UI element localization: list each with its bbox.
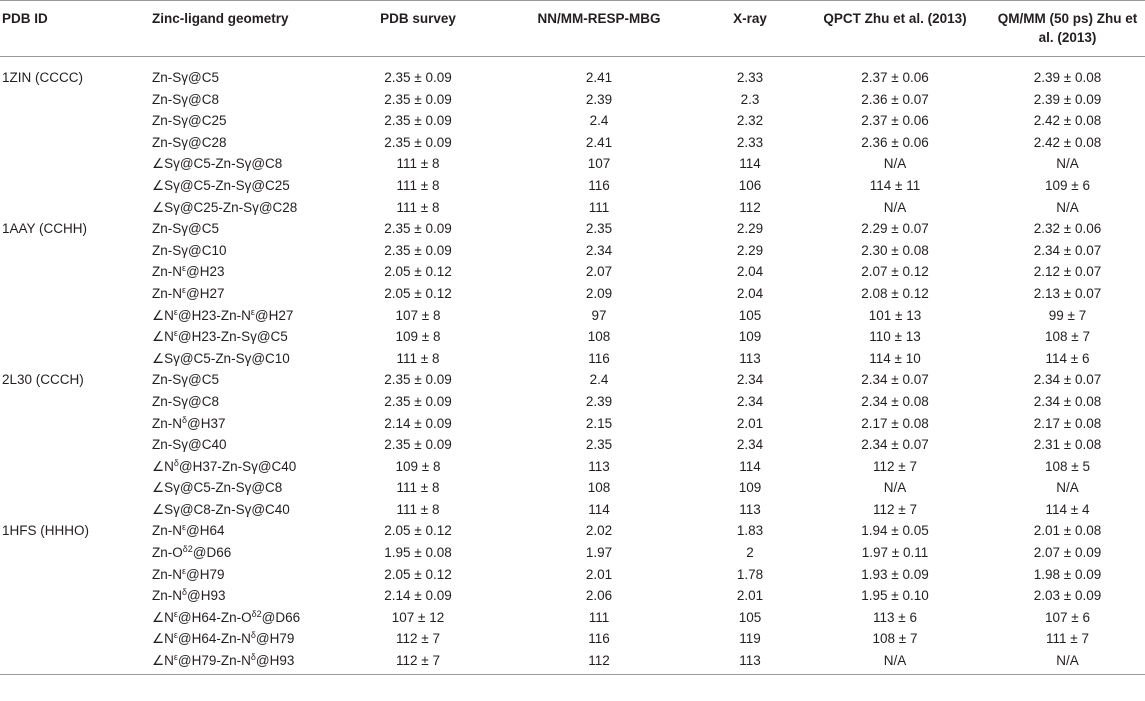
header-x-ray: X-ray (700, 1, 800, 57)
table-row (0, 369, 1145, 391)
table-row (0, 391, 1145, 413)
cell-nn-mm-resp-mbg: 113 (588, 458, 610, 474)
cell-nn-mm-resp-mbg: 108 (587, 480, 611, 496)
table-row (0, 218, 1145, 240)
cell-pdb-id (0, 499, 148, 521)
cell-pdb-id (0, 434, 148, 456)
cell-qpct: 1.97 ± 0.11 (861, 545, 929, 561)
cell-pdb-id (0, 564, 148, 586)
cell-x-ray: 113 (739, 350, 761, 366)
cell-pdb-id (0, 305, 148, 327)
cell-pdb-survey: 2.35 ± 0.09 (384, 91, 452, 107)
cell-pdb-survey: 2.14 ± 0.09 (384, 588, 452, 604)
cell-x-ray: 2.04 (736, 264, 764, 280)
cell-pdb-id (0, 585, 148, 607)
cell-qpct: 114 ± 11 (869, 177, 921, 193)
cell-pdb-survey: 111 ± 8 (396, 156, 440, 172)
cell-zinc-ligand-geometry: $\angle N^\varepsilon@H79-Zn-N^\delta@H93$ (148, 650, 338, 674)
cell-qpct: 114 ± 10 (869, 350, 921, 366)
cell-pdb-survey: 109 ± 8 (395, 458, 441, 474)
cell-qm-mm: N/A (990, 650, 1145, 674)
cell-x-ray: 2 (746, 545, 754, 561)
cell-x-ray: 105 (738, 609, 762, 625)
cell-qpct: 113 ± 6 (873, 609, 917, 625)
cell-nn-mm-resp-mbg: 116 (588, 631, 610, 647)
table-row (0, 456, 1145, 478)
cell-qm-mm: 2.12 ± 0.07 (1033, 264, 1102, 280)
table-row (0, 607, 1145, 629)
cell-qm-mm: 2.32 ± 0.06 (1033, 221, 1102, 237)
header-pdb-survey: PDB survey (338, 1, 498, 57)
cell-pdb-survey: 2.05 ± 0.12 (384, 566, 452, 582)
table-row (0, 175, 1145, 197)
cell-pdb-survey: 2.35 ± 0.09 (384, 372, 452, 388)
cell-pdb-survey: 2.35 ± 0.09 (384, 221, 452, 237)
cell-pdb-survey: 2.35 ± 0.09 (384, 134, 452, 150)
header-zinc-ligand-geometry: Zinc-ligand geometry (148, 1, 338, 57)
cell-qm-mm: 2.42 ± 0.08 (1033, 113, 1102, 129)
cell-nn-mm-resp-mbg: 2.35 (585, 437, 613, 453)
cell-qm-mm: 109 ± 6 (1045, 177, 1090, 193)
cell-zinc-ligand-geometry: $Zn-N^\delta@H93$ (152, 587, 226, 604)
cell-x-ray: 1.78 (736, 566, 764, 582)
cell-qpct: 110 ± 13 (869, 329, 921, 345)
cell-pdb-id (0, 628, 148, 650)
cell-pdb-survey: 107 ± 8 (395, 307, 441, 323)
cell-qm-mm: 2.01 ± 0.08 (1033, 523, 1102, 539)
cell-x-ray: 109 (738, 480, 762, 496)
cell-zinc-ligand-geometry: ∠Sγ@C5-Zn-Sγ@C25 (152, 177, 290, 193)
cell-qpct: 1.93 ± 0.09 (861, 566, 929, 582)
cell-qm-mm: 114 ± 4 (1045, 501, 1090, 517)
table-row (0, 132, 1145, 154)
cell-qpct: 2.37 ± 0.06 (861, 70, 929, 85)
cell-x-ray: 2.34 (736, 393, 764, 409)
cell-zinc-ligand-geometry: $Zn-N^\varepsilon@H23$ (152, 263, 225, 280)
cell-pdb-id (0, 326, 148, 348)
cell-zinc-ligand-geometry: Zn-Sγ@C5 (152, 372, 219, 388)
cell-qm-mm: N/A (1056, 480, 1079, 496)
cell-pdb-survey: 109 ± 8 (395, 329, 441, 345)
cell-pdb-survey: 2.35 ± 0.09 (384, 437, 452, 453)
header-qpct: QPCT Zhu et al. (2013) (800, 1, 990, 57)
header-pdb-id: PDB ID (0, 1, 148, 57)
cell-zinc-ligand-geometry: ∠Sγ@C5-Zn-Sγ@C8 (152, 156, 283, 172)
cell-qm-mm: 2.13 ± 0.07 (1033, 285, 1102, 301)
table-row (0, 650, 1145, 674)
cell-pdb-id (0, 89, 148, 111)
cell-pdb-survey: 2.05 ± 0.12 (384, 285, 452, 301)
cell-qm-mm: 2.42 ± 0.08 (1033, 134, 1102, 150)
cell-zinc-ligand-geometry: $Zn-N^\varepsilon@H79$ (152, 565, 225, 582)
cell-qm-mm: N/A (1056, 199, 1079, 215)
cell-nn-mm-resp-mbg: 2.15 (585, 415, 613, 431)
cell-pdb-id (0, 607, 148, 629)
cell-qpct: 2.30 ± 0.08 (861, 242, 929, 258)
cell-qm-mm: 2.07 ± 0.09 (1033, 545, 1102, 561)
table-row (0, 283, 1145, 305)
cell-qm-mm: 2.31 ± 0.08 (1033, 437, 1102, 453)
cell-zinc-ligand-geometry: ∠Sγ@C5-Zn-Sγ@C10 (152, 350, 290, 366)
cell-qpct: 2.08 ± 0.12 (861, 285, 929, 301)
cell-zinc-ligand-geometry: ∠Sγ@C5-Zn-Sγ@C8 (152, 480, 283, 496)
cell-x-ray: 2.34 (736, 437, 764, 453)
cell-pdb-id (0, 175, 148, 197)
cell-nn-mm-resp-mbg: 1.97 (585, 545, 613, 561)
cell-nn-mm-resp-mbg: 108 (587, 329, 611, 345)
cell-qm-mm: 107 ± 6 (1045, 609, 1090, 625)
table-row (0, 499, 1145, 521)
cell-pdb-survey: 2.05 ± 0.12 (384, 264, 452, 280)
cell-x-ray: 109 (738, 329, 762, 345)
cell-nn-mm-resp-mbg: 2.41 (585, 134, 613, 150)
cell-x-ray: 105 (738, 307, 762, 323)
cell-nn-mm-resp-mbg: 2.01 (585, 566, 613, 582)
cell-pdb-id (0, 650, 148, 674)
cell-qm-mm: 114 ± 6 (1045, 350, 1090, 366)
table-row (0, 89, 1145, 111)
cell-qpct: 1.95 ± 0.10 (861, 588, 929, 604)
table-row (0, 477, 1145, 499)
cell-qm-mm: N/A (1056, 156, 1079, 172)
cell-pdb-survey: 2.35 ± 0.09 (384, 70, 452, 85)
table-row (0, 585, 1145, 607)
cell-zinc-ligand-geometry: Zn-Sγ@C5 (152, 221, 219, 237)
cell-pdb-id (0, 477, 148, 499)
cell-qpct: 101 ± 13 (868, 307, 922, 323)
cell-nn-mm-resp-mbg: 116 (588, 350, 610, 366)
cell-x-ray: 114 (739, 156, 761, 172)
cell-x-ray: 113 (739, 501, 761, 517)
cell-pdb-survey: 107 ± 12 (391, 609, 445, 625)
cell-pdb-id (0, 413, 148, 435)
cell-zinc-ligand-geometry: ∠Sγ@C8-Zn-Sγ@C40 (152, 501, 290, 517)
cell-qm-mm: 99 ± 7 (1048, 307, 1087, 323)
cell-zinc-ligand-geometry: $Zn-N^\varepsilon@H27$ (152, 284, 225, 301)
cell-nn-mm-resp-mbg: 112 (498, 650, 700, 674)
cell-x-ray: 112 (739, 199, 761, 215)
cell-x-ray: 2.01 (736, 415, 764, 431)
cell-pdb-id (0, 348, 148, 370)
cell-zinc-ligand-geometry: $\angle N^\varepsilon@H23-Zn-N^\varepsilon@H27$ (152, 306, 294, 323)
cell-qm-mm: 2.39 ± 0.08 (1033, 70, 1102, 85)
cell-nn-mm-resp-mbg: 2.4 (589, 372, 609, 388)
table-row (0, 153, 1145, 175)
cell-x-ray: 106 (738, 177, 762, 193)
table-row (0, 110, 1145, 132)
cell-qm-mm: 2.34 ± 0.07 (1033, 372, 1102, 388)
cell-nn-mm-resp-mbg: 2.39 (585, 91, 613, 107)
table-row (0, 520, 1145, 542)
cell-nn-mm-resp-mbg: 2.06 (585, 588, 613, 604)
cell-qpct: 2.36 ± 0.07 (861, 91, 929, 107)
cell-nn-mm-resp-mbg: 2.4 (589, 113, 609, 129)
cell-qm-mm: 2.17 ± 0.08 (1033, 415, 1102, 431)
cell-pdb-id: 1AAY (CCHH) (2, 221, 88, 237)
cell-nn-mm-resp-mbg: 2.35 (585, 221, 613, 237)
cell-zinc-ligand-geometry: Zn-Sγ@C10 (152, 242, 227, 258)
cell-qm-mm: 1.98 ± 0.09 (1033, 566, 1102, 582)
cell-qpct: 2.07 ± 0.12 (861, 264, 929, 280)
cell-qpct: N/A (883, 199, 907, 215)
cell-pdb-survey: 2.35 ± 0.09 (384, 242, 452, 258)
cell-pdb-survey: 112 ± 7 (396, 631, 440, 647)
table-row (0, 326, 1145, 348)
table-row (0, 434, 1145, 456)
cell-nn-mm-resp-mbg: 111 (588, 609, 610, 625)
cell-x-ray: 119 (739, 631, 761, 647)
cell-pdb-id (0, 391, 148, 413)
cell-pdb-survey: 111 ± 8 (396, 501, 440, 517)
cell-x-ray: 2.3 (740, 91, 760, 107)
cell-qpct: 112 ± 7 (873, 501, 917, 517)
cell-qm-mm: 108 ± 5 (1045, 458, 1090, 474)
table-row (0, 57, 1145, 89)
cell-nn-mm-resp-mbg: 107 (587, 156, 611, 172)
cell-zinc-ligand-geometry: Zn-Sγ@C5 (152, 70, 219, 85)
cell-pdb-survey: 112 ± 7 (338, 650, 498, 674)
cell-qm-mm: 2.03 ± 0.09 (1033, 588, 1102, 604)
table-row (0, 197, 1145, 219)
cell-nn-mm-resp-mbg: 2.41 (585, 70, 613, 85)
cell-pdb-id (0, 240, 148, 262)
cell-pdb-id (0, 542, 148, 564)
cell-zinc-ligand-geometry: Zn-Sγ@C28 (152, 134, 227, 150)
cell-nn-mm-resp-mbg: 97 (591, 307, 607, 323)
cell-zinc-ligand-geometry: $Zn-N^\varepsilon@H64$ (152, 522, 225, 539)
cell-zinc-ligand-geometry: $Zn-O^{\delta 2}@D66$ (152, 544, 232, 561)
cell-qpct: 2.34 ± 0.07 (861, 372, 929, 388)
table-row (0, 240, 1145, 262)
cell-nn-mm-resp-mbg: 116 (588, 177, 610, 193)
cell-pdb-id (0, 456, 148, 478)
cell-x-ray: 2.04 (736, 285, 764, 301)
cell-qpct: N/A (800, 650, 990, 674)
cell-zinc-ligand-geometry: Zn-Sγ@C8 (152, 393, 219, 409)
cell-qpct: 2.34 ± 0.07 (861, 437, 929, 453)
cell-zinc-ligand-geometry: Zn-Sγ@C40 (152, 437, 227, 453)
cell-nn-mm-resp-mbg: 2.39 (585, 393, 613, 409)
cell-zinc-ligand-geometry: Zn-Sγ@C8 (152, 91, 219, 107)
cell-qpct: N/A (883, 156, 907, 172)
cell-qm-mm: 2.34 ± 0.07 (1033, 242, 1102, 258)
cell-x-ray: 2.29 (736, 221, 764, 237)
table-row (0, 348, 1145, 370)
cell-qm-mm: 2.34 ± 0.08 (1033, 393, 1102, 409)
cell-x-ray: 2.34 (736, 372, 764, 388)
cell-x-ray: 2.33 (736, 134, 764, 150)
cell-qpct: 112 ± 7 (873, 458, 917, 474)
cell-pdb-survey: 111 ± 8 (396, 350, 440, 366)
table-row (0, 413, 1145, 435)
cell-x-ray: 113 (700, 650, 800, 674)
cell-zinc-ligand-geometry: $Zn-N^\delta@H37$ (152, 414, 226, 431)
cell-pdb-id (0, 153, 148, 175)
cell-pdb-survey: 111 ± 8 (396, 177, 440, 193)
cell-zinc-ligand-geometry: $\angle N^\delta@H37-Zn-S\gamma@C40$ (152, 457, 297, 474)
cell-pdb-id (0, 197, 148, 219)
table-body (0, 57, 1145, 675)
cell-x-ray: 114 (739, 458, 761, 474)
cell-nn-mm-resp-mbg: 2.09 (585, 285, 613, 301)
cell-qm-mm: 108 ± 7 (1045, 329, 1090, 345)
cell-pdb-survey: 2.35 ± 0.09 (384, 393, 452, 409)
table-row (0, 305, 1145, 327)
cell-zinc-ligand-geometry: Zn-Sγ@C25 (152, 113, 227, 129)
cell-nn-mm-resp-mbg: 2.07 (585, 264, 613, 280)
cell-qpct: 1.94 ± 0.05 (861, 523, 929, 539)
cell-pdb-survey: 2.14 ± 0.09 (384, 415, 452, 431)
cell-qpct: 2.17 ± 0.08 (861, 415, 929, 431)
cell-pdb-survey: 2.35 ± 0.09 (384, 113, 452, 129)
table-row (0, 261, 1145, 283)
cell-pdb-id: 1ZIN (CCCC) (2, 70, 83, 85)
cell-zinc-ligand-geometry: $\angle N^\varepsilon@H64-Zn-O^{\delta 2}@D66$ (152, 608, 301, 625)
cell-nn-mm-resp-mbg: 2.02 (585, 523, 613, 539)
cell-qpct: 2.29 ± 0.07 (861, 221, 929, 237)
cell-qpct: 2.37 ± 0.06 (861, 113, 929, 129)
cell-pdb-id: 1HFS (HHHO) (2, 523, 89, 539)
cell-pdb-id (0, 283, 148, 305)
header-qm-mm: QM/MM (50 ps) Zhu et al. (2013) (990, 1, 1145, 57)
cell-pdb-survey: 1.95 ± 0.08 (384, 545, 452, 561)
table-row (0, 542, 1145, 564)
cell-zinc-ligand-geometry: ∠Sγ@C25-Zn-Sγ@C28 (152, 199, 298, 215)
cell-pdb-id (0, 261, 148, 283)
cell-pdb-id (0, 132, 148, 154)
cell-qpct: 108 ± 7 (872, 631, 918, 647)
cell-nn-mm-resp-mbg: 114 (588, 501, 610, 517)
cell-nn-mm-resp-mbg: 2.34 (585, 242, 613, 258)
cell-pdb-survey: 111 ± 8 (396, 480, 440, 496)
cell-x-ray: 1.83 (736, 523, 764, 539)
cell-pdb-id: 2L30 (CCCH) (2, 372, 84, 388)
cell-qpct: 2.34 ± 0.08 (861, 393, 929, 409)
cell-pdb-id (0, 110, 148, 132)
table-header (0, 1, 1145, 57)
header-nn-mm-resp-mbg: NN/MM-RESP-MBG (498, 1, 700, 57)
cell-zinc-ligand-geometry: $\angle N^\varepsilon@H64-Zn-N^\delta@H79$ (152, 630, 295, 647)
cell-qm-mm: 111 ± 7 (1046, 631, 1089, 647)
cell-qpct: N/A (883, 480, 907, 496)
cell-qm-mm: 2.39 ± 0.09 (1033, 91, 1102, 107)
table-row (0, 628, 1145, 650)
cell-pdb-survey: 2.05 ± 0.12 (384, 523, 452, 539)
cell-pdb-survey: 111 ± 8 (396, 199, 440, 215)
table-row (0, 564, 1145, 586)
cell-x-ray: 2.29 (736, 242, 764, 258)
header-row (0, 1, 1145, 57)
cell-x-ray: 2.33 (736, 70, 764, 85)
cell-nn-mm-resp-mbg: 111 (588, 199, 610, 215)
cell-zinc-ligand-geometry: $\angle N^\varepsilon@H23-Zn-S\gamma@C5$ (152, 328, 288, 345)
cell-x-ray: 2.01 (736, 588, 764, 604)
cell-qpct: 2.36 ± 0.06 (861, 134, 929, 150)
cell-x-ray: 2.32 (736, 113, 764, 129)
